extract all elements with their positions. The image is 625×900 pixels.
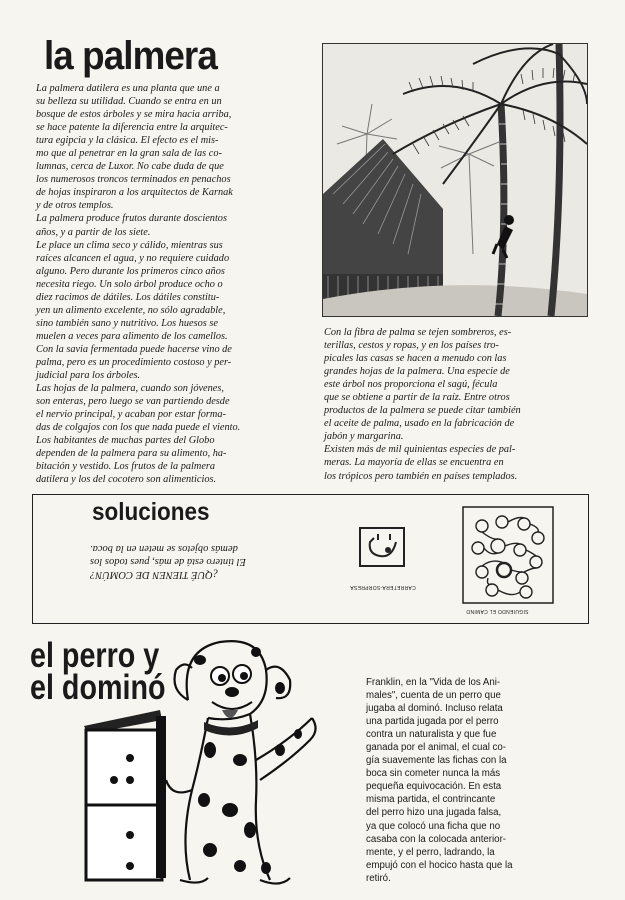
solutions-title: soluciones	[92, 498, 210, 526]
article-title-la-palmera: la palmera	[44, 34, 217, 78]
solution-image-carretera	[352, 522, 412, 572]
article-column-1	[36, 82, 302, 486]
solution-image-maze	[462, 506, 554, 604]
solution-question-text	[90, 542, 340, 594]
title-line-1: el perro y	[30, 636, 160, 675]
article-body-text-continued: Con la fibra de palma se tejen sombreros, es- terillas, cestos y ropas, y en los países tro- picales las casas se hacen a menudo con las grandes hojas de la palmera. Una especie de este árbol nos proporciona el sagú, fécula que se obtiene a partir de la raíz. Entre otros productos de la palmera se puede citar también el aceite de palma, usado en la fabricación de jabón y margarina. Existen más de mil quinientas especies de pal- meras. La mayoría de ellas se encuentra en los trópicos pero también en países templados.	[324, 327, 521, 482]
article-column-2	[324, 326, 586, 483]
caption-right: SIGUIENDO EL CAMINO	[466, 608, 529, 614]
dog-domino-illustration	[80, 630, 330, 890]
article-body-perro-text: Franklin, en la "Vida de los Ani- males", cuenta de un perro que jugaba al dominó. Incluso relata una partida jugada por el perro contra un naturalista y que fue ganada por el animal, el cual co- gía suavemente las fichas con la boca sin cometer nunca la más pequeña equivocación. En esta misma partida, el contrincante del perro hizo una jugada falsa, ya que colocó una ficha que no casaba con la colocada anterior- mente, y el perro, ladrando, la empujó con el hocico hasta que la retiró.	[366, 677, 513, 884]
caption-left: CARRETERA-SORPRESA	[350, 584, 416, 590]
palm-tree-illustration	[322, 43, 588, 317]
domino-tile	[84, 710, 166, 880]
article-body-text: La palmera datilera es una planta que une a su belleza su utilidad. Cuando se entra en un bosque de estos árboles y se mira hacia arriba, se hace patente la diferencia entre la arquitec- tura egipcia y la clásica. El efecto es el mis- mo que al penetrar en la gran sala de las co- lumnas, cerca de Luxor. No cabe duda de que los numerosos troncos terminados en penachos de hojas inspiraron a los arquitectos de Karnak y de otros templos. La palmera produce frutos durante doscientos años, y a partir de los siete. Le place un clima seco y cálido, mientras sus raíces alcancen el agua, y no requiere cuidado alguno. Pero durante los primeros cinco años necesita riego. Un solo árbol produce ocho o diez racimos de dátiles. Los dátiles constitu- yen un alimento excelente, no sólo agradable, sino también sano y nutritivo. Los huesos se muelen a veces para alimento de los camellos. Con la savia fermentada puede hacerse vino de palma, pero es un procedimiento costoso y per- judicial para los árboles. Las hojas de la palmera, cuando son jóvenes, son enteras, pero luego se van partiendo desde el nervio principal, y acaban por estar forma- das de colgajos con los que nada puede el viento. Los habitantes de muchas partes del Globo dependen de la palmera para su alimento, ha- bitación y vestido. Los frutos de la palmera datilera y los del cocotero son alimenticios.	[36, 83, 241, 486]
title-line-2: el dominó	[30, 668, 166, 707]
article-body-perro	[366, 676, 538, 885]
solution-answer: ¿QUÉ TIENEN DE COMÚN? El tintero está de más, pues todos los demás objetos se meten en la boca.	[90, 543, 246, 580]
